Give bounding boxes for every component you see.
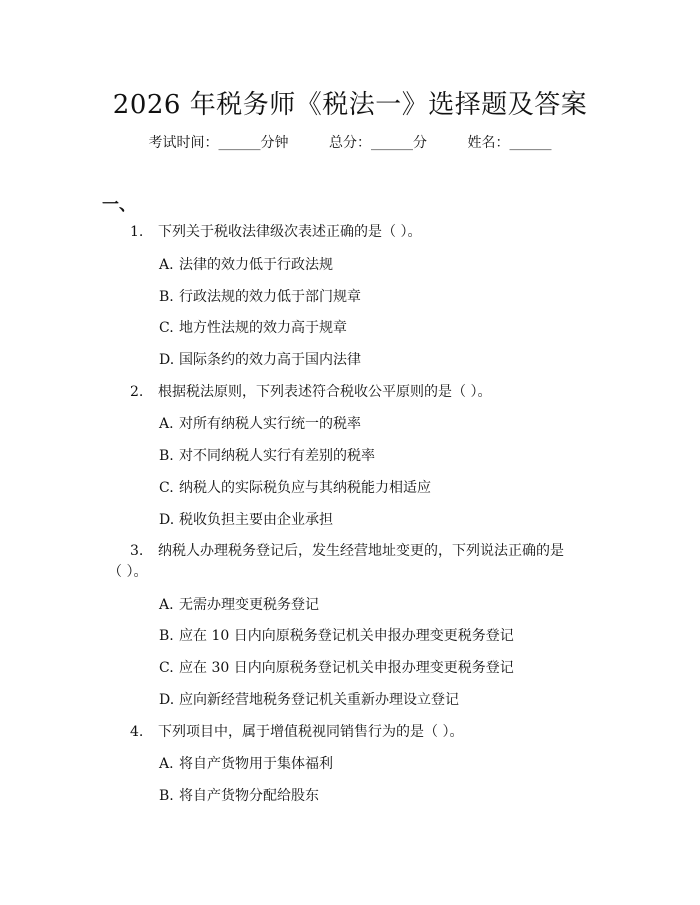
question-3-continuation: （ ）。 bbox=[108, 564, 148, 580]
option-text: 法律的效力低于行政法规 bbox=[179, 257, 333, 273]
question-4-option-a bbox=[159, 754, 333, 774]
question-1-option-c bbox=[159, 318, 347, 338]
question-text: 下列关于税收法律级次表述正确的是（ ）。 bbox=[158, 224, 422, 240]
option-letter: A. bbox=[159, 597, 174, 613]
option-text: 对不同纳税人实行有差别的税率 bbox=[179, 448, 375, 464]
question-1-option-b bbox=[159, 287, 361, 307]
option-text: 对所有纳税人实行统一的税率 bbox=[179, 416, 361, 432]
question-number: 4. bbox=[130, 724, 144, 740]
option-letter: D. bbox=[159, 352, 175, 368]
total-score-label: 总分：______分 bbox=[329, 135, 427, 151]
option-text: 行政法规的效力低于部门规章 bbox=[179, 289, 361, 305]
question-number: 3. bbox=[130, 543, 144, 559]
question-text: 根据税法原则，下列表述符合税收公平原则的是（ ）。 bbox=[158, 384, 492, 400]
option-letter: B. bbox=[159, 448, 174, 464]
question-3 bbox=[130, 541, 564, 561]
question-text: 下列项目中，属于增值税视同销售行为的是（ ）。 bbox=[158, 724, 464, 740]
option-letter: B. bbox=[159, 289, 174, 305]
question-2-option-a bbox=[159, 414, 361, 434]
question-3-option-b bbox=[159, 626, 514, 646]
question-number: 1. bbox=[130, 224, 144, 240]
question-2-option-d bbox=[159, 510, 333, 530]
option-letter: B. bbox=[159, 628, 174, 644]
option-text: 将自产货物用于集体福利 bbox=[179, 756, 333, 772]
question-4-option-b bbox=[159, 786, 319, 806]
question-text: 纳税人办理税务登记后，发生经营地址变更的，下列说法正确的是 bbox=[158, 543, 564, 559]
option-text: 税收负担主要由企业承担 bbox=[179, 512, 333, 528]
option-text: 应在 30 日内向原税务登记机关申报办理变更税务登记 bbox=[179, 660, 514, 676]
option-text: 无需办理变更税务登记 bbox=[179, 597, 319, 613]
exam-time-label: 考试时间：______分钟 bbox=[148, 135, 289, 151]
option-letter: D. bbox=[159, 692, 175, 708]
question-number: 2. bbox=[130, 384, 144, 400]
question-3-option-d bbox=[159, 690, 459, 710]
option-letter: C. bbox=[159, 320, 174, 336]
name-label: 姓名：______ bbox=[467, 135, 552, 151]
question-3-option-c bbox=[159, 658, 514, 678]
section-heading: 一、 bbox=[102, 195, 136, 215]
option-letter: C. bbox=[159, 660, 174, 676]
page-title: 2026 年税务师《税法一》选择题及答案 bbox=[112, 90, 588, 120]
option-letter: B. bbox=[159, 788, 174, 804]
question-1 bbox=[130, 222, 421, 242]
option-text: 地方性法规的效力高于规章 bbox=[179, 320, 347, 336]
option-text: 应向新经营地税务登记机关重新办理设立登记 bbox=[179, 692, 459, 708]
option-letter: D. bbox=[159, 512, 175, 528]
option-letter: A. bbox=[159, 257, 174, 273]
question-2-option-c bbox=[159, 478, 431, 498]
question-1-option-a bbox=[159, 255, 333, 275]
question-2 bbox=[130, 382, 491, 402]
option-text: 纳税人的实际税负应与其纳税能力相适应 bbox=[179, 480, 431, 496]
question-2-option-b bbox=[159, 446, 375, 466]
option-letter: C. bbox=[159, 480, 174, 496]
option-text: 应在 10 日内向原税务登记机关申报办理变更税务登记 bbox=[179, 628, 514, 644]
option-text: 国际条约的效力高于国内法律 bbox=[179, 352, 361, 368]
option-letter: A. bbox=[159, 416, 174, 432]
question-4 bbox=[130, 722, 463, 742]
question-1-option-d bbox=[159, 350, 361, 370]
question-3-option-a bbox=[159, 595, 319, 615]
option-letter: A. bbox=[159, 756, 174, 772]
exam-meta bbox=[0, 132, 700, 152]
option-text: 将自产货物分配给股东 bbox=[179, 788, 319, 804]
